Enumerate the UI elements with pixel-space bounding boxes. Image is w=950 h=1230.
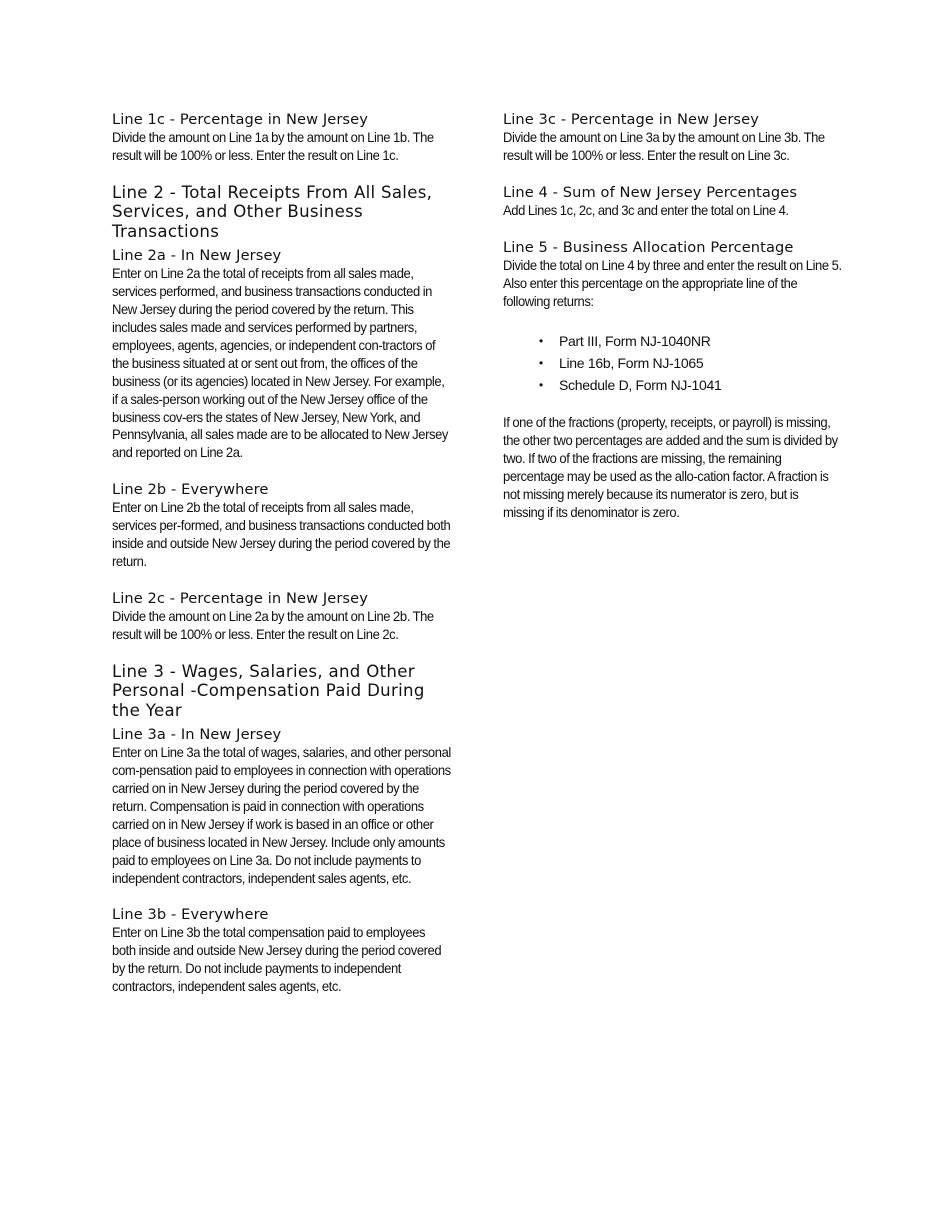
- heading-line-3c: Line 3c - Percentage in New Jersey: [503, 111, 759, 128]
- body-line-4: Add Lines 1c, 2c, and 3c and enter the total on Line 4.: [503, 201, 789, 218]
- section-missing-fractions: [503, 414, 843, 521]
- list-item-text: Part III, Form NJ-1040NR: [559, 333, 711, 350]
- body-line-3a: Enter on Line 3a the total of wages, salaries, and other personal com-pensation paid to employees in connection with operations carried on in New Jersey during the period covered by the return. Compensation is paid in connection with operations carried on in New Jersey if work is based in an office or other place of business located in New Jersey. Include only amounts paid to employees on Line 3a. Do not include payments to independent contractors, independent sales agents, etc.: [112, 744, 451, 886]
- bullet-icon: •: [539, 334, 543, 349]
- right-column: [503, 110, 843, 522]
- bullet-icon: •: [539, 356, 543, 371]
- body-line-2a: Enter on Line 2a the total of receipts from all sales made, services performed, and business transactions conducted in New Jersey during the period covered by the return. This includes sales made and services performed by partners, employees, agents, agencies, or independent con-tractors of the business situated at or sent out from, the offices of the business (or its agencies) located in New Jersey. For example, if a sales-person working out of the New Jersey office of the business cov-ers the states of New Jersey, New York, and Pennsylvania, all sales made are to be allocated to New Jersey and reported on Line 2a.: [112, 265, 449, 461]
- section-line-3a: [112, 725, 452, 887]
- heading-line-3a: Line 3a - In New Jersey: [112, 726, 282, 744]
- section-line-4: [503, 183, 843, 220]
- body-line-5: Divide the total on Line 4 by three and enter the result on Line 5. Also enter this percentage on the appropriate line of the following returns:: [503, 256, 842, 309]
- list-item: [539, 352, 843, 374]
- left-column: [112, 110, 452, 1014]
- heading-line-2a: Line 2a - In New Jersey: [112, 247, 282, 265]
- body-missing-fractions: If one of the fractions (property, receipts, or payroll) is missing, the other two percentages are added and the sum is divided by two. If two of the fractions are missing, the remaining percentage may be used as the allo-cation factor. A fraction is not missing merely because its numerator is zero, but is missing if its denominator is zero.: [503, 414, 838, 520]
- section-line-3c: [503, 110, 843, 165]
- section-line-2c: [112, 589, 452, 644]
- list-item-text: Schedule D, Form NJ-1041: [559, 377, 722, 394]
- heading-line-4: Line 4 - Sum of New Jersey Percentages: [503, 183, 798, 201]
- heading-line-3b: Line 3b - Everywhere: [112, 906, 269, 924]
- body-line-1c: Divide the amount on Line 1a by the amount on Line 1b. The result will be 100% or less. Enter the result on Line 1c.: [112, 129, 434, 163]
- list-item: [539, 330, 843, 352]
- body-line-3c: Divide the amount on Line 3a by the amount on Line 3b. The result will be 100% or less. Enter the result on Line 3c.: [503, 129, 825, 163]
- heading-line-3: Line 3 - Wages, Salaries, and Other Personal -Compensation Paid During the Year: [112, 661, 425, 720]
- heading-line-2b: Line 2b - Everywhere: [112, 481, 269, 499]
- section-line-2b: [112, 480, 452, 571]
- heading-line-2: Line 2 - Total Receipts From All Sales, Services, and Other Business Transactions: [112, 182, 433, 241]
- list-item-text: Line 16b, Form NJ-1065: [559, 355, 704, 372]
- heading-line-1c: Line 1c - Percentage in New Jersey: [112, 111, 368, 128]
- heading-line-5: Line 5 - Business Allocation Percentage: [503, 238, 794, 256]
- returns-list: [503, 330, 843, 396]
- list-item: [539, 374, 843, 396]
- section-line-5: [503, 238, 843, 397]
- body-line-2c: Divide the amount on Line 2a by the amount on Line 2b. The result will be 100% or less. Enter the result on Line 2c.: [112, 607, 434, 642]
- body-line-2b: Enter on Line 2b the total of receipts from all sales made, services per-formed, and business transactions conducted both inside and outside New Jersey during the period covered by the return.: [112, 499, 451, 569]
- section-line-2a: [112, 246, 452, 462]
- section-line-1c: [112, 110, 452, 165]
- heading-line-2c: Line 2c - Percentage in New Jersey: [112, 589, 368, 607]
- bullet-icon: •: [539, 378, 543, 393]
- body-line-3b: Enter on Line 3b the total compensation paid to employees both inside and outside New Jersey during the period covered by the return. Do not include payments to independent contractors, independent sales agents, etc.: [112, 924, 442, 995]
- section-line-3b: [112, 905, 452, 996]
